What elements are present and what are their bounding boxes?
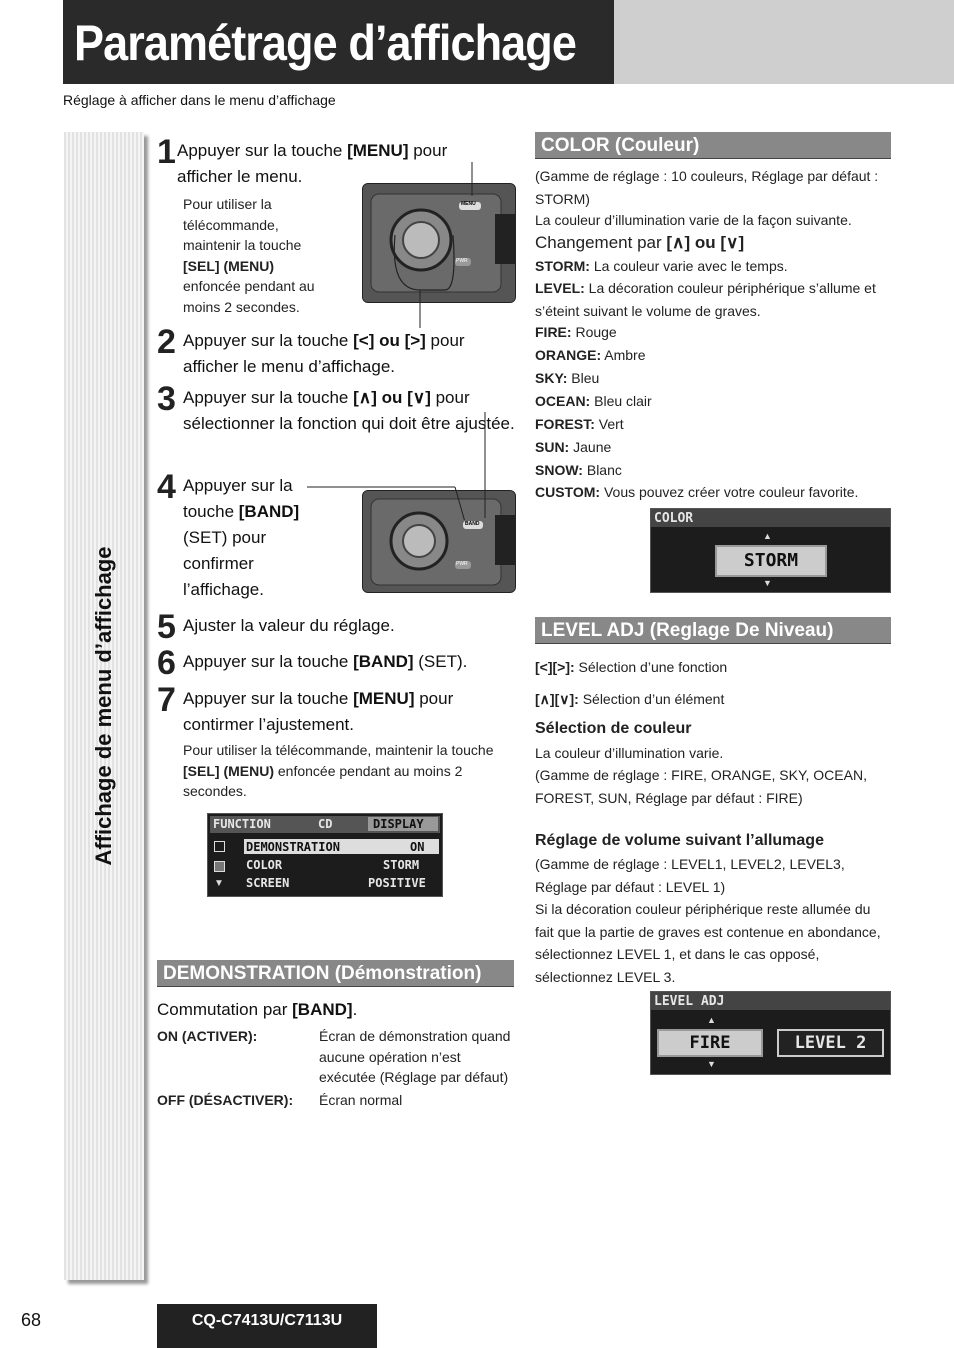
demo-on-desc: Écran de démonstration quand aucune opération n’est exécutée (Réglage par défaut) — [319, 1028, 511, 1085]
level-section-header: LEVEL ADJ (Reglage De Niveau) — [535, 617, 891, 644]
color-lcd-screen — [650, 508, 891, 593]
menu-key-label: MENU — [461, 201, 476, 207]
level-sel-line1: La couleur d’illumination varie. — [535, 745, 724, 761]
callout-lines-1 — [385, 160, 495, 330]
step-1-note: Pour utiliser la télécommande, maintenir la touche [SEL] (MENU) enfoncée pendant au moins 2 secondes. — [183, 196, 315, 315]
level-ud-text: [∧][∨]: Sélection d’un élément — [535, 691, 725, 707]
step-1-number: 1 — [157, 133, 176, 171]
step-7-text: Appuyer sur la touche [MENU] pour contirmer l’ajustement. — [183, 689, 454, 734]
lcd-tab-function: FUNCTION — [213, 817, 271, 831]
color-item-level: LEVEL: La décoration couleur périphérique s’allume et s’éteint suivant le volume de graves. — [535, 280, 876, 319]
menu-lcd-screen — [207, 813, 443, 897]
page-title: Paramétrage d’affichage — [74, 15, 577, 71]
band-key-label: BAND — [465, 521, 480, 527]
step-6-number: 6 — [157, 644, 176, 682]
step-1-text: Appuyer sur la touche [MENU] pour afficher le menu. — [177, 141, 448, 186]
lcd-row-icon-2 — [214, 861, 225, 872]
level-lcd-right-box — [777, 1029, 884, 1057]
step-3-text: Appuyer sur la touche [∧] ou [∨] pour sélectionner la fonction qui doit être ajustée. — [183, 388, 515, 433]
level-lcd-up-icon: ▲ — [707, 1015, 716, 1025]
step-4-text: Appuyer sur la touche [BAND] (SET) pour confirmer l’affichage. — [183, 476, 300, 599]
model-label: CQ-C7413U/C7113U — [157, 1304, 377, 1348]
color-change-text: Changement par [∧] ou [∨] — [535, 233, 745, 252]
page-number: 68 — [21, 1310, 42, 1330]
demo-off-desc: Écran normal — [319, 1092, 403, 1108]
pwr-key-label-2: PWR — [456, 561, 468, 567]
color-lcd-down-icon: ▼ — [763, 578, 772, 588]
step-5-text: Ajuster la valeur du réglage. — [183, 616, 395, 635]
lcd-down-arrow-icon: ▼ — [214, 878, 224, 889]
level-sel-line2: (Gamme de réglage : FIRE, ORANGE, SKY, OCEAN, FOREST, SUN, Réglage par défaut : FIRE) — [535, 767, 867, 806]
level-lcd-left-box — [657, 1029, 763, 1057]
level-vol-line1: (Gamme de réglage : LEVEL1, LEVEL2, LEVEL3, Réglage par défaut : LEVEL 1) — [535, 856, 845, 895]
color-item-snow: SNOW: Blanc — [535, 462, 622, 478]
color-item-custom: CUSTOM: Vous pouvez créer votre couleur favorite. — [535, 484, 859, 500]
level-lcd-right: LEVEL 2 — [794, 1033, 867, 1053]
color-item-ocean: OCEAN: Bleu clair — [535, 393, 652, 409]
page-subtitle: Réglage à afficher dans le menu d’affichage — [63, 92, 336, 108]
level-lcd-title: LEVEL ADJ — [654, 994, 725, 1009]
step-5-number: 5 — [157, 608, 176, 646]
step-7-note: Pour utiliser la télécommande, maintenir la touche [SEL] (MENU) enfoncée pendant au moins 2 secondes. — [183, 742, 494, 799]
step-2-number: 2 — [157, 323, 176, 361]
level-lcd-screen — [650, 991, 891, 1075]
color-range: (Gamme de réglage : 10 couleurs, Réglage par défaut : STORM) — [535, 168, 879, 207]
level-lr-text: [<][>]: Sélection d’une fonction — [535, 659, 728, 675]
lcd-row-2-value: STORM — [383, 858, 420, 872]
step-2-text: Appuyer sur la touche [<] ou [>] pour afficher le menu d’affichage. — [183, 331, 465, 376]
lcd-row-2-label: COLOR — [246, 858, 283, 872]
lcd-row-3-label: SCREEN — [246, 876, 290, 890]
callout-lines-2 — [305, 410, 495, 520]
level-vol-title: Réglage de volume suivant l’allumage — [535, 832, 824, 849]
demo-commute-text: Commutation par [BAND]. — [157, 1000, 358, 1019]
color-item-forest: FOREST: Vert — [535, 416, 624, 432]
demo-section-header: DEMONSTRATION (Démonstration) — [157, 960, 514, 987]
color-item-sun: SUN: Jaune — [535, 439, 612, 455]
color-lcd-value: STORM — [743, 550, 799, 571]
lcd-row-3-value: POSITIVE — [368, 876, 426, 890]
color-item-orange: ORANGE: Ambre — [535, 347, 646, 363]
step-4-number: 4 — [157, 468, 176, 506]
color-intro: La couleur d’illumination varie de la façon suivante. — [535, 212, 852, 228]
level-lcd-left: FIRE — [689, 1033, 731, 1053]
title-bar-extension — [614, 0, 954, 84]
lcd-tab-cd: CD — [318, 817, 333, 831]
step-3-number: 3 — [157, 380, 176, 418]
level-lcd-down-icon: ▼ — [707, 1059, 716, 1069]
demo-off-label: OFF (DÉSACTIVER): — [157, 1092, 294, 1108]
level-sel-title: Sélection de couleur — [535, 720, 692, 737]
color-lcd-title: COLOR — [654, 511, 694, 526]
color-item-sky: SKY: Bleu — [535, 370, 600, 386]
level-vol-line2: Si la décoration couleur périphérique reste allumée du fait que la partie de graves est contenue en abondance, sélectionnez LEVEL 1, et dans le cas opposé, sélectionnez LEVEL 3. — [535, 901, 881, 985]
step-6-text: Appuyer sur la touche [BAND] (SET). — [183, 652, 468, 671]
lcd-tab-display: DISPLAY — [373, 817, 424, 831]
color-lcd-up-icon: ▲ — [763, 531, 772, 541]
lcd-row-1-label: DEMONSTRATION — [246, 840, 340, 854]
sidebar-label: Affichage de menu d’affichage — [91, 546, 116, 866]
color-item-storm: STORM: La couleur varie avec le temps. — [535, 258, 788, 274]
lcd-row-1-value: ON — [410, 840, 425, 854]
color-section-header: COLOR (Couleur) — [535, 132, 891, 159]
color-lcd-value-box — [715, 545, 827, 577]
step-7-number: 7 — [157, 681, 176, 719]
lcd-row-icon — [214, 841, 225, 852]
demo-on-label: ON (ACTIVER): — [157, 1028, 258, 1044]
color-item-fire: FIRE: Rouge — [535, 324, 617, 340]
pwr-key-label: PWR — [456, 258, 468, 264]
